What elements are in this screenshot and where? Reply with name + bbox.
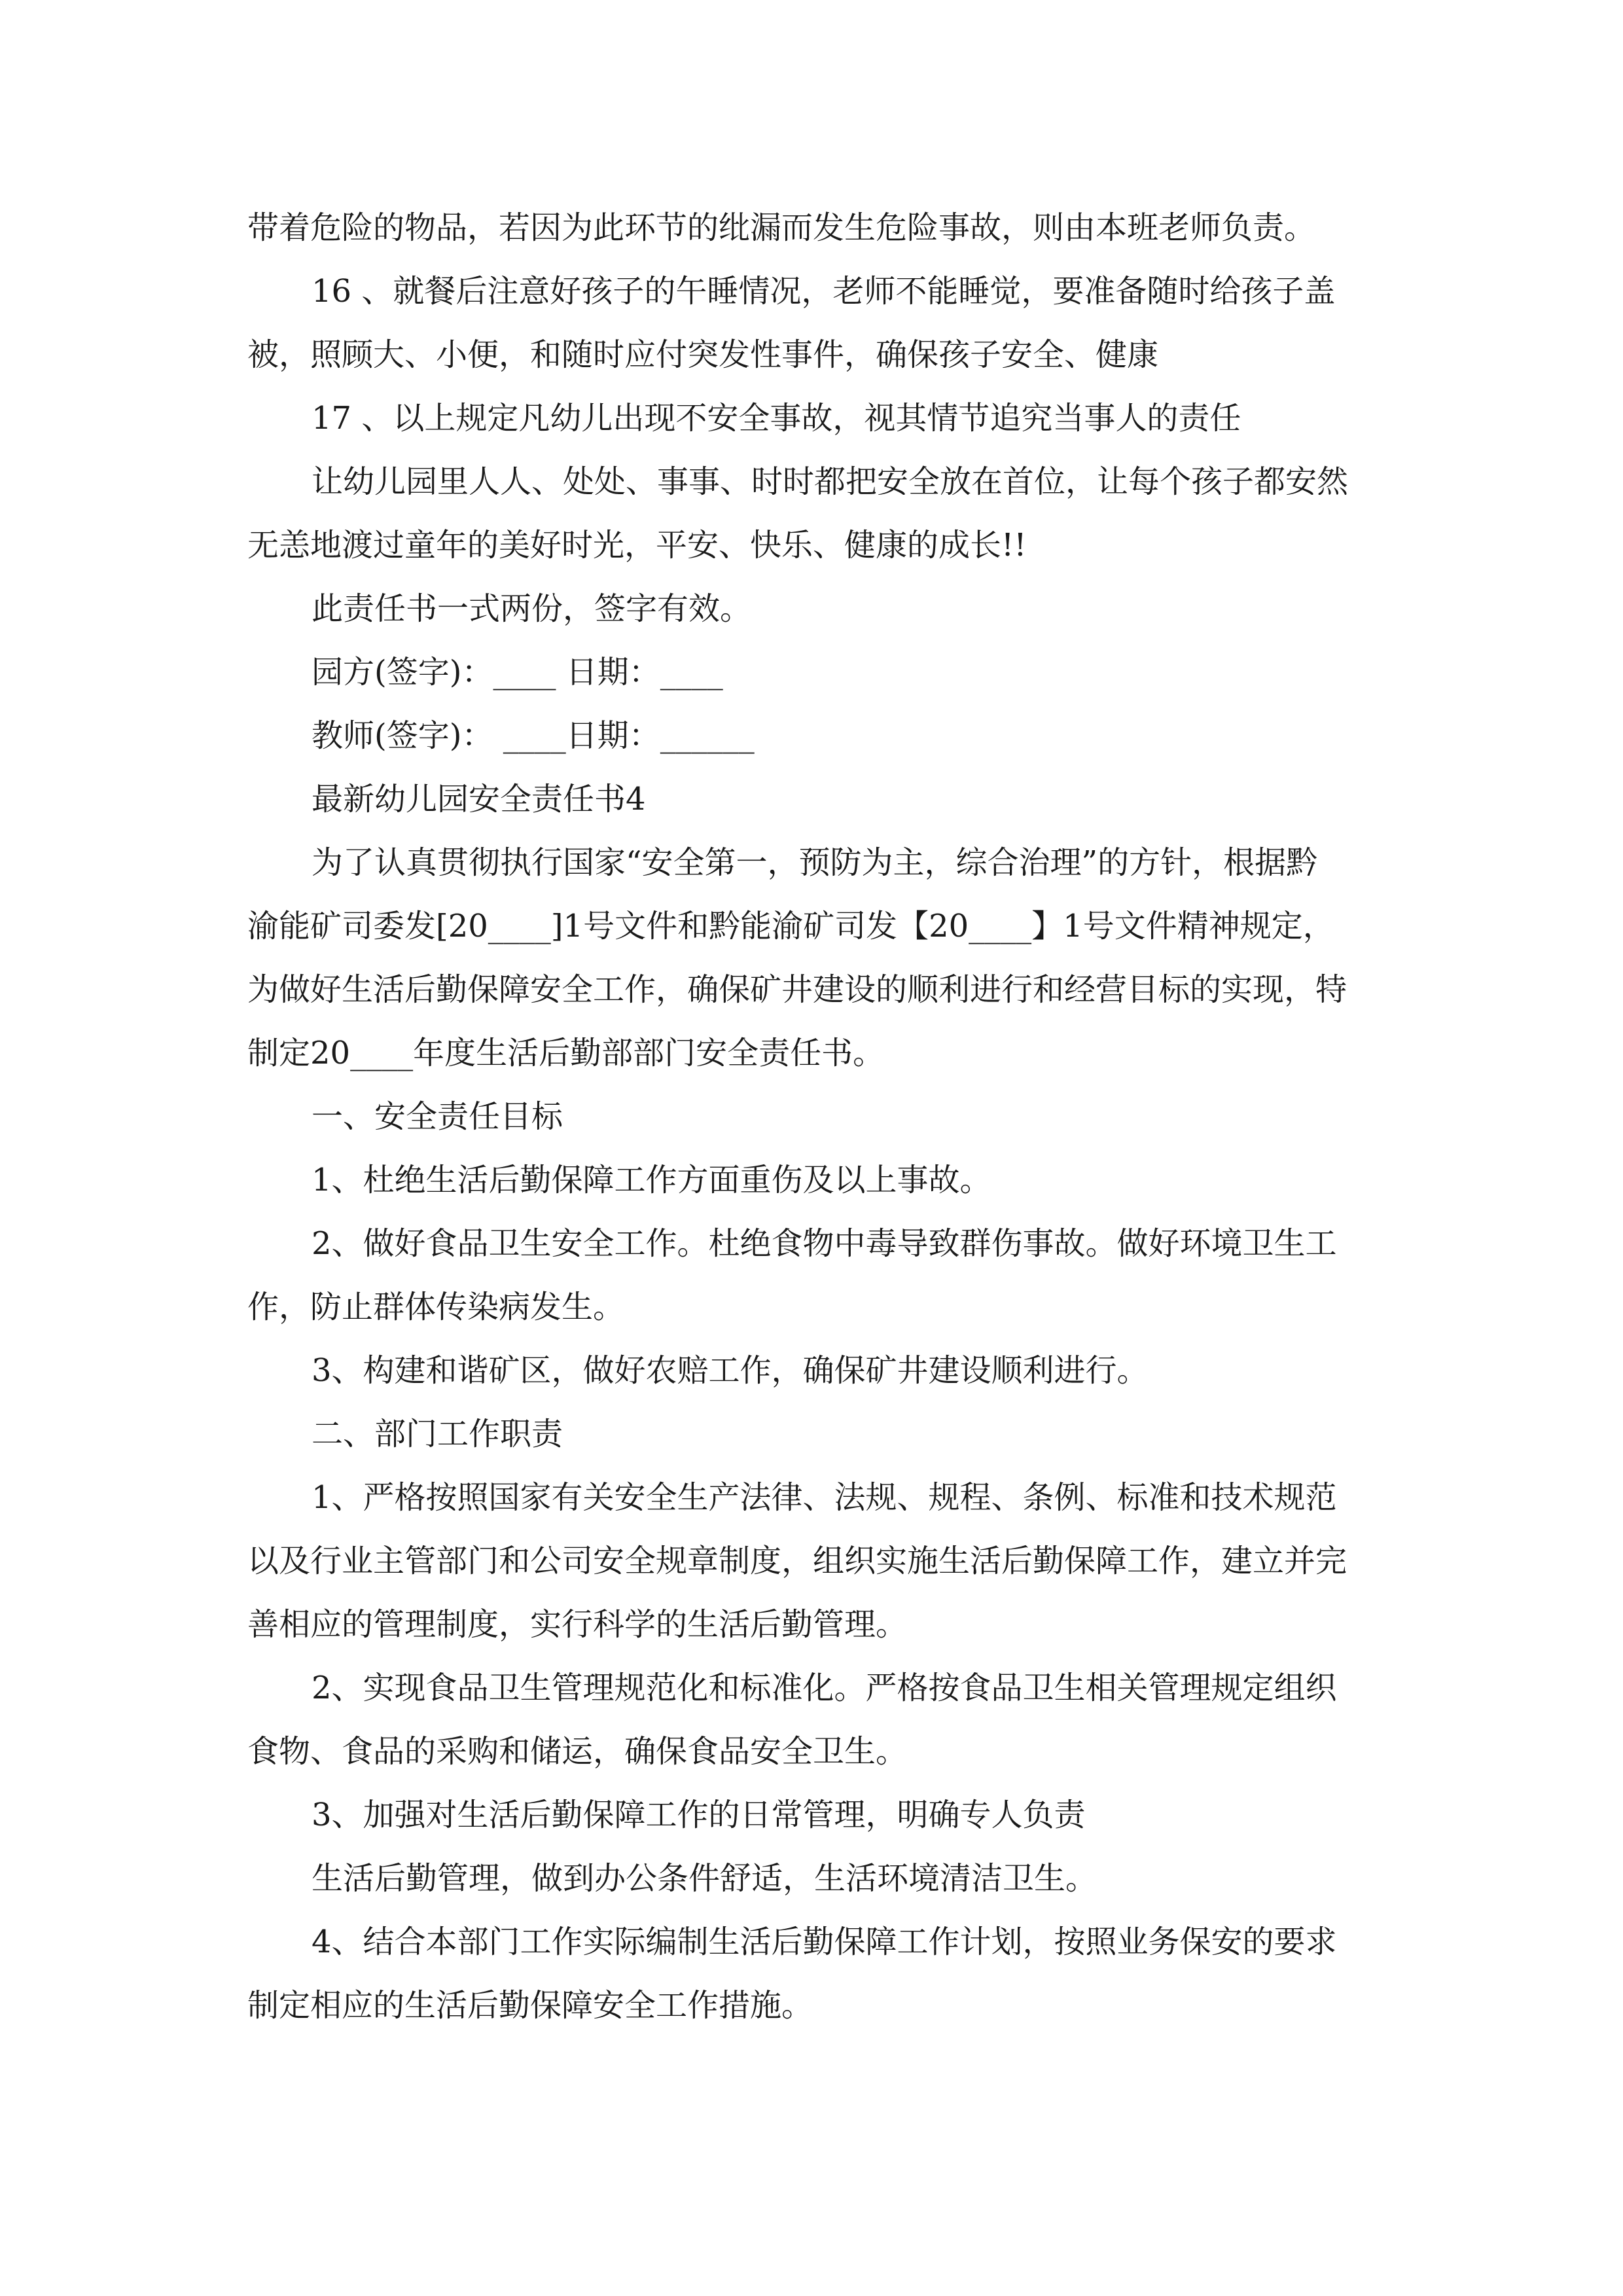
document-line: 最新幼儿园安全责任书4 [312, 781, 646, 817]
document-line: 以及行业主管部门和公司安全规章制度，组织实施生活后勤保障工作，建立并完 [247, 1543, 1347, 1579]
document-body [247, 196, 1380, 2037]
document-line: 4、结合本部门工作实际编制生活后勤保障工作计划，按照业务保安的要求 [312, 1924, 1337, 1960]
document-line: 2、实现食品卫生管理规范化和标准化。严格按食品卫生相关管理规定组织 [312, 1670, 1337, 1706]
document-line: 此责任书一式两份，签字有效。 [312, 590, 752, 627]
document-line: 3、加强对生活后勤保障工作的日常管理，明确专人负责 [312, 1797, 1086, 1833]
document-line: 16 、就餐后注意好孩子的午睡情况，老师不能睡觉，要准备随时给孩子盖 [312, 273, 1336, 310]
document-line: 园方(签字)：____ 日期：____ [312, 654, 723, 691]
document-line: 1、严格按照国家有关安全生产法律、法规、规程、条例、标准和技术规范 [312, 1479, 1337, 1516]
document-line: 为做好生活后勤保障安全工作，确保矿井建设的顺利进行和经营目标的实现，特 [247, 971, 1347, 1008]
document-line: 带着危险的物品，若因为此环节的纰漏而发生危险事故，则由本班老师负责。 [247, 209, 1316, 246]
document-line: 17 、以上规定凡幼儿出现不安全事故，视其情节追究当事人的责任 [312, 400, 1241, 437]
document-line: 制定20____年度生活后勤部部门安全责任书。 [247, 1035, 885, 1071]
document-line: 2、做好食品卫生安全工作。杜绝食物中毒导致群伤事故。做好环境卫生工 [312, 1225, 1337, 1262]
document-line: 善相应的管理制度，实行科学的生活后勤管理。 [247, 1606, 908, 1643]
document-line: 无恙地渡过童年的美好时光，平安、快乐、健康的成长!! [247, 527, 1027, 564]
document-line: 一、安全责任目标 [312, 1098, 563, 1135]
document-line: 食物、食品的采购和储运，确保食品安全卫生。 [247, 1733, 908, 1770]
document-line: 制定相应的生活后勤保障安全工作措施。 [247, 1987, 813, 2024]
document-line: 生活后勤管理，做到办公条件舒适，生活环境清洁卫生。 [312, 1860, 1097, 1897]
document-line: 3、构建和谐矿区，做好农赔工作，确保矿井建设顺利进行。 [312, 1352, 1149, 1389]
document-line: 渝能矿司委发[20____]1号文件和黔能渝矿司发【20____】1号文件精神规定， [247, 908, 1334, 944]
document-line: 作，防止群体传染病发生。 [247, 1289, 625, 1325]
document-line: 教师(签字)： ____日期：______ [312, 717, 755, 754]
document-line: 让幼儿园里人人、处处、事事、时时都把安全放在首位，让每个孩子都安然 [312, 463, 1349, 500]
document-line: 二、部门工作职责 [312, 1416, 563, 1452]
document-line: 1、杜绝生活后勤保障工作方面重伤及以上事故。 [312, 1162, 991, 1198]
document-line: 为了认真贯彻执行国家“安全第一，预防为主，综合治理”的方针，根据黔 [312, 844, 1318, 881]
document-line: 被，照顾大、小便，和随时应付突发性事件，确保孩子安全、健康 [247, 336, 1159, 373]
